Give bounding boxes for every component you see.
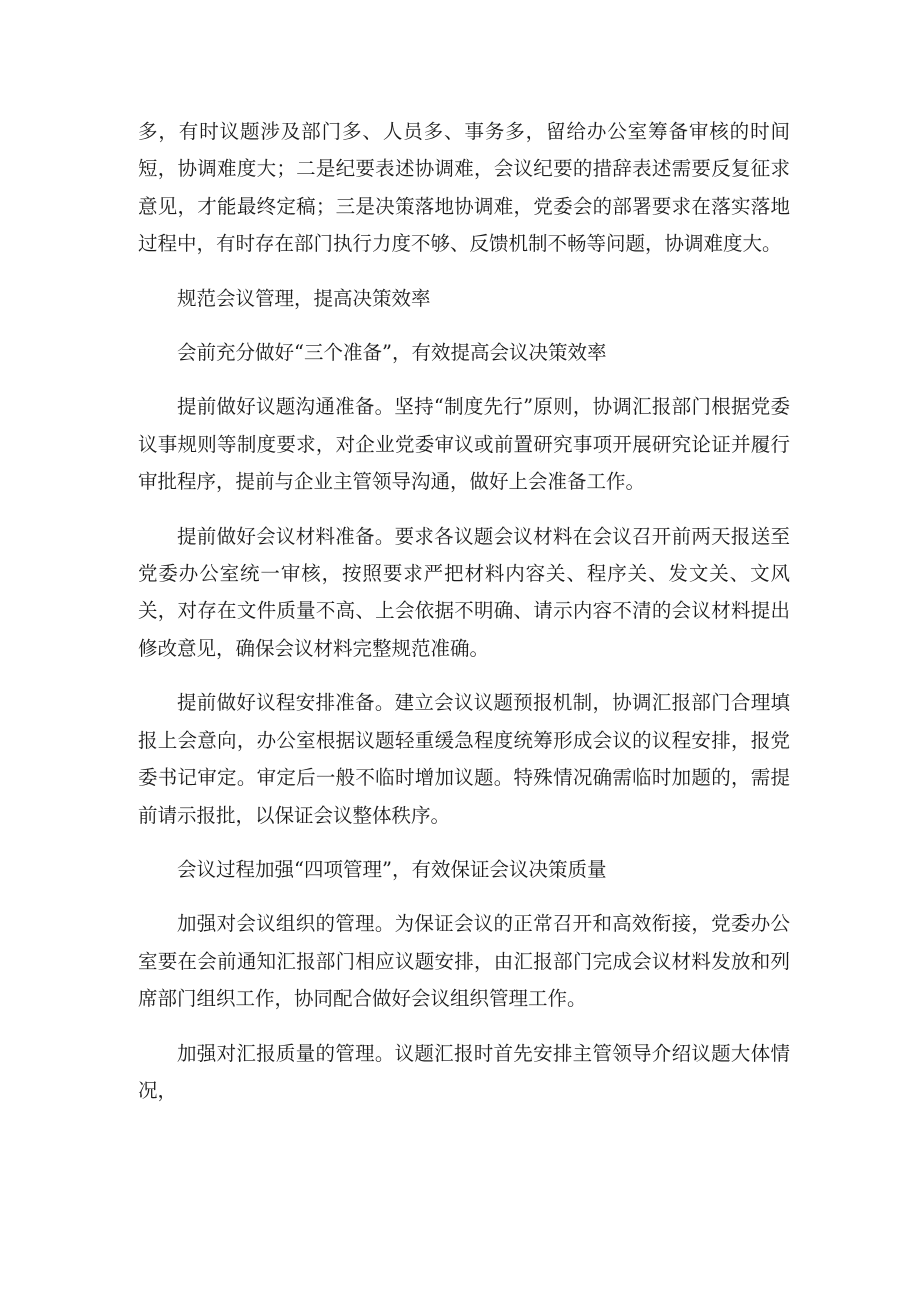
paragraph-topic-communication: 提前做好议题沟通准备。坚持“制度先行”原则，协调汇报部门根据党委议事规则等制度要求，对企业党委审议或前置研究事项开展研究论证并履行审批程序，提前与企业主管领导沟通，做好上会准备工作。 <box>138 395 790 494</box>
subsection-heading-preparations: 会前充分做好“三个准备”，有效提高会议决策效率 <box>177 341 607 365</box>
paragraph-meeting-organization: 加强对会议组织的管理。为保证会议的正常召开和高效衔接，党委办公室要在会前通知汇报部门相应议题安排，由汇报部门完成会议材料发放和列席部门组织工作，协同配合做好会议组织管理工作。 <box>138 912 790 1011</box>
subsection-heading-management: 会议过程加强“四项管理”，有效保证会议决策质量 <box>177 857 607 881</box>
paragraph-agenda-arrangement: 提前做好议程安排准备。建立会议议题预报机制，协调汇报部门合理填报上会意向，办公室根据议题轻重缓急程度统筹形成会议的议程安排，报党委书记审定。审定后一般不临时增加议题。特殊情况确需临时加题的，需提前请示报批，以保证会议整体秩序。 <box>138 691 790 827</box>
paragraph-meeting-materials: 提前做好会议材料准备。要求各议题会议材料在会议召开前两天报送至党委办公室统一审核，按照要求严把材料内容关、程序关、发文关、文风关，对存在文件质量不高、上会依据不明确、请示内容不清的会议材料提出修改意见，确保会议材料完整规范准确。 <box>138 524 790 660</box>
paragraph-continuation: 多，有时议题涉及部门多、人员多、事务多，留给办公室筹备审核的时间短，协调难度大；二是纪要表述协调难，会议纪要的措辞表述需要反复征求意见，才能最终定稿；三是决策落地协调难，党委会的部署要求在落实落地过程中，有时存在部门执行力度不够、反馈机制不畅等问题，协调难度大。 <box>138 120 790 256</box>
section-heading: 规范会议管理，提高决策效率 <box>177 286 431 310</box>
paragraph-report-quality: 加强对汇报质量的管理。议题汇报时首先安排主管领导介绍议题大体情况， <box>138 1041 790 1102</box>
document-body <box>138 113 790 1126</box>
